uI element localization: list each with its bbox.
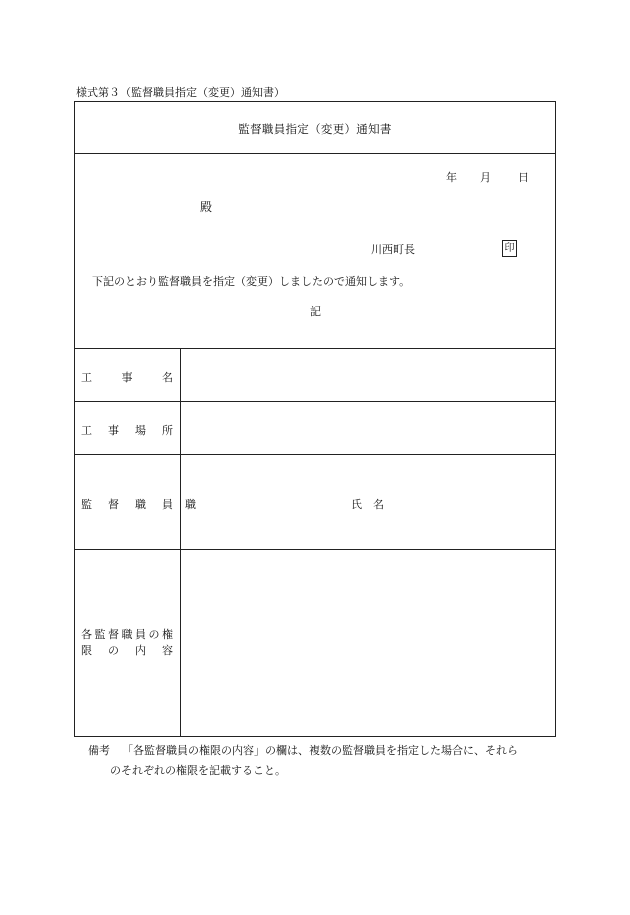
form-number: 様式第３（監督職員指定（変更）通知書） bbox=[76, 86, 285, 99]
header-divider bbox=[75, 348, 555, 349]
supervisors-label: 監 督 職 員 bbox=[81, 498, 173, 511]
form-frame bbox=[74, 101, 556, 737]
date-year-label: 年 bbox=[446, 171, 457, 184]
project-location-label: 工 事 場 所 bbox=[81, 424, 173, 437]
project-name-divider bbox=[75, 401, 555, 402]
remarks bbox=[88, 741, 568, 781]
supervisors-divider bbox=[75, 549, 555, 550]
authority-label: 各 監 督 職 員 の 権 限 の 内 容 bbox=[81, 628, 173, 657]
project-location-divider bbox=[75, 454, 555, 455]
issuer-name: 川西町長 bbox=[371, 243, 415, 256]
body-text: 下記のとおり監督職員を指定（変更）しましたので通知します。 bbox=[92, 275, 411, 288]
project-name-label: 工 事 名 bbox=[81, 371, 173, 384]
title-divider bbox=[75, 153, 555, 154]
remarks-line-1: 「各監督職員の権限の内容」の欄は、複数の監督職員を指定した場合に、それら bbox=[122, 744, 518, 757]
remarks-line-2: のそれぞれの権限を記載すること。 bbox=[110, 764, 286, 777]
remarks-head: 備考 bbox=[88, 744, 110, 757]
seal-mark: 印 bbox=[502, 240, 517, 257]
document-title: 監督職員指定（変更）通知書 bbox=[238, 122, 392, 136]
date-month-label: 月 bbox=[480, 171, 491, 184]
date-day-label: 日 bbox=[518, 171, 529, 184]
position-label: 職 bbox=[185, 498, 196, 511]
addressee-suffix: 殿 bbox=[200, 200, 213, 214]
note-header: 記 bbox=[310, 305, 321, 318]
label-column-divider bbox=[180, 348, 181, 737]
name-label: 氏 名 bbox=[351, 498, 384, 511]
